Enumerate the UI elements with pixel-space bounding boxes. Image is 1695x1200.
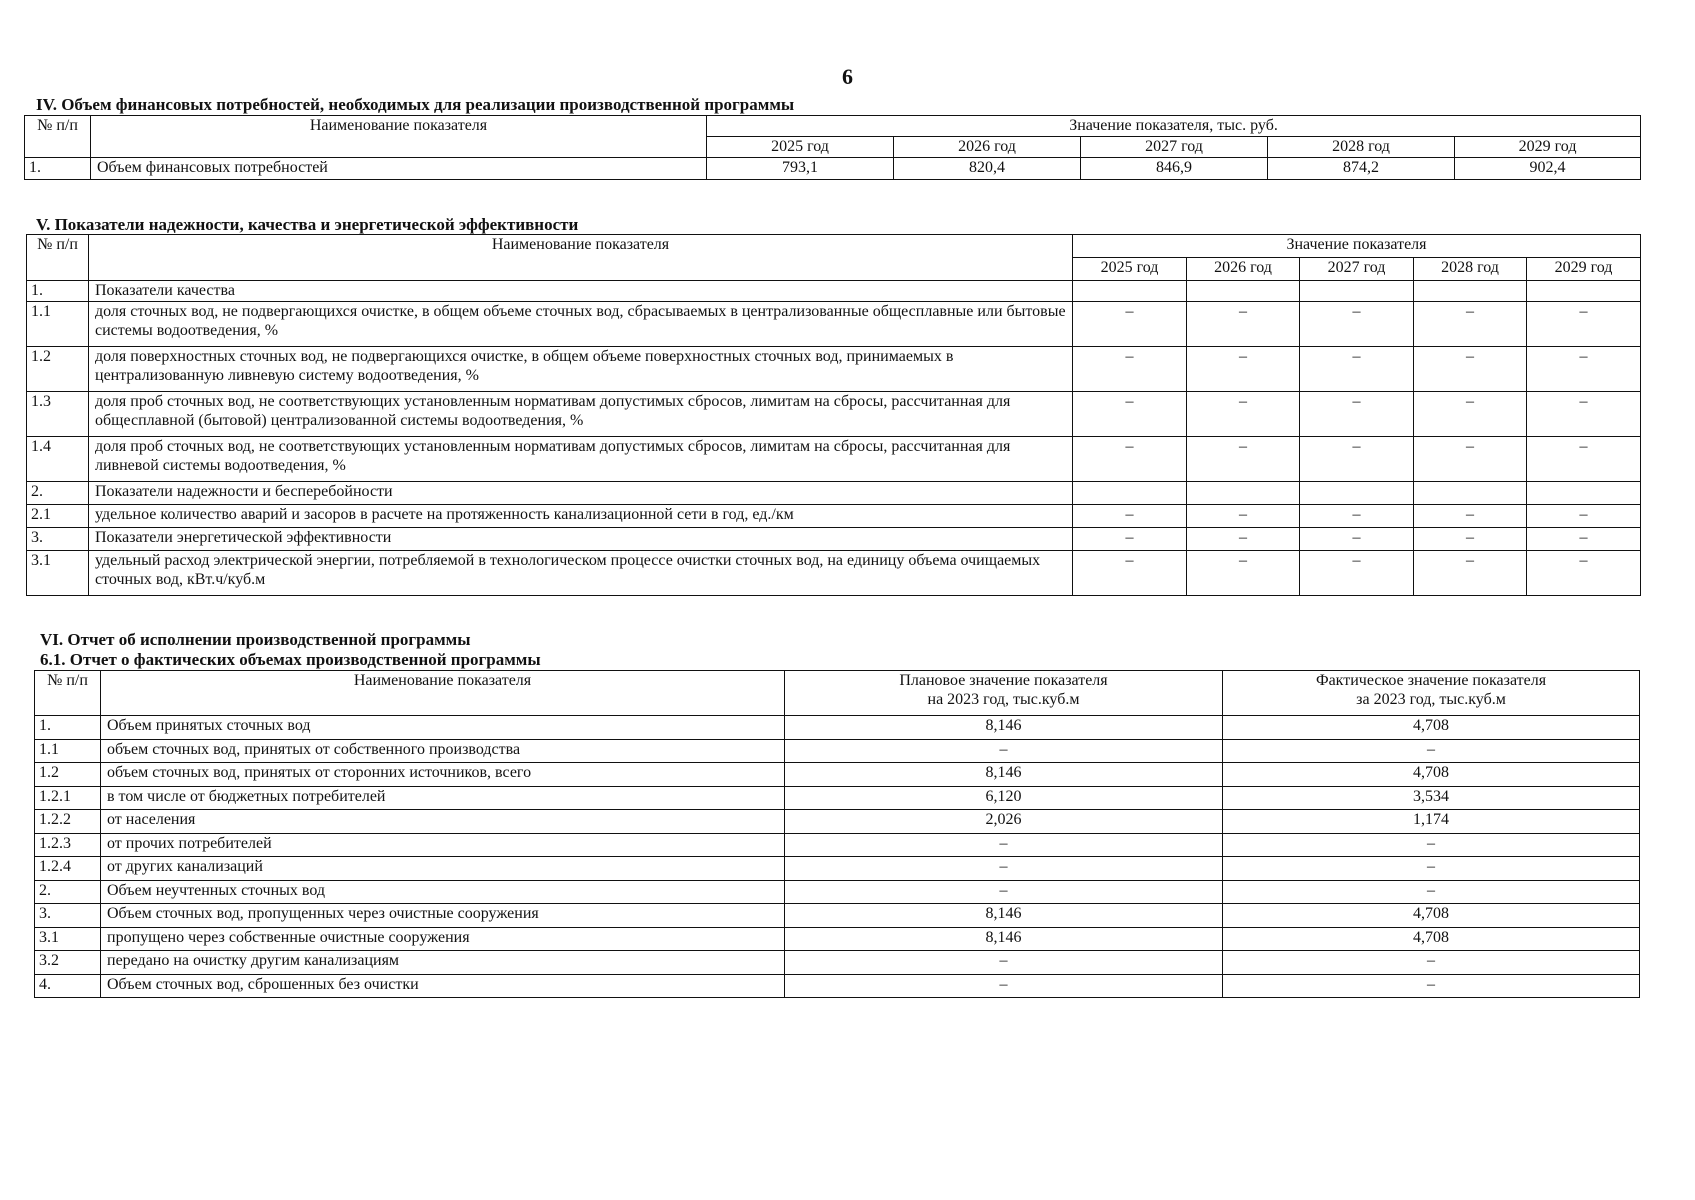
row-value: – bbox=[1414, 437, 1527, 482]
row-value: – bbox=[1300, 528, 1414, 551]
table-row bbox=[25, 158, 1641, 180]
s5-header-values: Значение показателя bbox=[1073, 235, 1641, 258]
s6-header-row bbox=[35, 671, 1640, 716]
row-value bbox=[1527, 482, 1641, 505]
s6-header-plan-line2: на 2023 год, тыс.куб.м bbox=[927, 691, 1080, 708]
row-name: в том числе от бюджетных потребителей bbox=[101, 786, 785, 810]
row-value bbox=[1187, 281, 1300, 302]
s5-year: 2029 год bbox=[1527, 258, 1641, 281]
row-value: 902,4 bbox=[1455, 158, 1641, 180]
row-value: – bbox=[1414, 392, 1527, 437]
table-row bbox=[35, 786, 1640, 810]
section-5-title: V. Показатели надежности, качества и энергетической эффективности bbox=[36, 215, 579, 234]
table-row bbox=[27, 551, 1641, 596]
row-name: Объем финансовых потребностей bbox=[91, 158, 707, 180]
row-value: 820,4 bbox=[894, 158, 1081, 180]
row-value bbox=[1527, 281, 1641, 302]
row-name: от прочих потребителей bbox=[101, 833, 785, 857]
table-row bbox=[35, 974, 1640, 998]
row-value: – bbox=[1414, 302, 1527, 347]
row-name: доля проб сточных вод, не соответствующих установленным нормативам допустимых сбросов, лимитам на сбросы, рассчитанная для ливневой системы водоотведения, % bbox=[89, 437, 1073, 482]
row-value: 874,2 bbox=[1268, 158, 1455, 180]
financial-needs-table bbox=[24, 115, 1641, 180]
row-number: 3. bbox=[27, 528, 89, 551]
row-value: – bbox=[1187, 392, 1300, 437]
row-name: от других канализаций bbox=[101, 857, 785, 881]
table-row bbox=[27, 281, 1641, 302]
table-row bbox=[35, 857, 1640, 881]
row-value: – bbox=[1414, 551, 1527, 596]
row-fact: – bbox=[1223, 974, 1640, 998]
s5-header-name: Наименование показателя bbox=[89, 235, 1073, 281]
row-value: – bbox=[1300, 302, 1414, 347]
s5-header-num: № п/п bbox=[27, 235, 89, 281]
table-row bbox=[35, 904, 1640, 928]
s4-header-name: Наименование показателя bbox=[91, 116, 707, 158]
row-value: – bbox=[1527, 392, 1641, 437]
row-value: – bbox=[1073, 437, 1187, 482]
row-plan: – bbox=[785, 739, 1223, 763]
s6-header-plan-line1: Плановое значение показателя bbox=[899, 672, 1108, 689]
table-row bbox=[35, 833, 1640, 857]
row-value: 846,9 bbox=[1081, 158, 1268, 180]
row-value: – bbox=[1414, 528, 1527, 551]
section-4-title: IV. Объем финансовых потребностей, необходимых для реализации производственной программы bbox=[36, 95, 795, 114]
table-row bbox=[35, 763, 1640, 787]
row-plan: 8,146 bbox=[785, 763, 1223, 787]
row-fact: – bbox=[1223, 857, 1640, 881]
row-number: 1.2 bbox=[35, 763, 101, 787]
row-value bbox=[1073, 482, 1187, 505]
s5-year: 2025 год bbox=[1073, 258, 1187, 281]
table-row bbox=[35, 951, 1640, 975]
row-number: 1.2.1 bbox=[35, 786, 101, 810]
row-number: 1.2.2 bbox=[35, 810, 101, 834]
row-fact: 4,708 bbox=[1223, 904, 1640, 928]
row-number: 1.2 bbox=[27, 347, 89, 392]
s6-header-fact bbox=[1223, 671, 1640, 716]
row-value bbox=[1187, 482, 1300, 505]
row-number: 1.4 bbox=[27, 437, 89, 482]
s4-year: 2028 год bbox=[1268, 137, 1455, 158]
row-number: 2. bbox=[27, 482, 89, 505]
row-number: 3. bbox=[35, 904, 101, 928]
row-value: – bbox=[1073, 528, 1187, 551]
row-number: 1.1 bbox=[35, 739, 101, 763]
s6-header-fact-line1: Фактическое значение показателя bbox=[1315, 672, 1547, 689]
row-value: – bbox=[1414, 505, 1527, 528]
table-row bbox=[27, 302, 1641, 347]
table-row bbox=[35, 810, 1640, 834]
row-value: – bbox=[1527, 437, 1641, 482]
s6-header-name: Наименование показателя bbox=[101, 671, 785, 716]
row-name: доля сточных вод, не подвергающихся очистке, в общем объеме сточных вод, сбрасываемых в централизованные общесплавные или бытовые системы водоотведения, % bbox=[89, 302, 1073, 347]
row-value: – bbox=[1300, 437, 1414, 482]
row-fact: 4,708 bbox=[1223, 763, 1640, 787]
row-number: 1. bbox=[25, 158, 91, 180]
row-name: Объем сточных вод, пропущенных через очистные сооружения bbox=[101, 904, 785, 928]
row-value bbox=[1414, 281, 1527, 302]
row-fact: 1,174 bbox=[1223, 810, 1640, 834]
row-fact: 3,534 bbox=[1223, 786, 1640, 810]
row-value bbox=[1414, 482, 1527, 505]
row-name: от населения bbox=[101, 810, 785, 834]
row-value: – bbox=[1300, 505, 1414, 528]
row-value: – bbox=[1073, 392, 1187, 437]
row-number: 1.3 bbox=[27, 392, 89, 437]
row-plan: – bbox=[785, 974, 1223, 998]
s6-header-num: № п/п bbox=[35, 671, 101, 716]
row-value: – bbox=[1414, 347, 1527, 392]
row-name: Показатели энергетической эффективности bbox=[89, 528, 1073, 551]
row-number: 1.2.4 bbox=[35, 857, 101, 881]
row-value: – bbox=[1300, 392, 1414, 437]
row-value: – bbox=[1300, 347, 1414, 392]
row-value: – bbox=[1187, 551, 1300, 596]
row-value bbox=[1300, 482, 1414, 505]
section-6-title: VI. Отчет об исполнении производственной программы bbox=[40, 630, 471, 649]
row-name: удельный расход электрической энергии, потребляемой в технологическом процессе очистки сточных вод, на единицу объема очищаемых сточных вод, кВт.ч/куб.м bbox=[89, 551, 1073, 596]
row-value: – bbox=[1073, 505, 1187, 528]
row-value: – bbox=[1527, 302, 1641, 347]
row-plan: – bbox=[785, 880, 1223, 904]
row-number: 1. bbox=[27, 281, 89, 302]
quality-indicators-table bbox=[26, 234, 1641, 596]
row-value: – bbox=[1527, 505, 1641, 528]
row-name: объем сточных вод, принятых от сторонних источников, всего bbox=[101, 763, 785, 787]
row-number: 4. bbox=[35, 974, 101, 998]
row-number: 2. bbox=[35, 880, 101, 904]
s4-year: 2029 год bbox=[1455, 137, 1641, 158]
production-report-table bbox=[34, 670, 1640, 998]
row-fact: 4,708 bbox=[1223, 927, 1640, 951]
s4-year: 2027 год bbox=[1081, 137, 1268, 158]
s4-header-num: № п/п bbox=[25, 116, 91, 158]
row-name: Показатели надежности и бесперебойности bbox=[89, 482, 1073, 505]
row-value: – bbox=[1187, 437, 1300, 482]
row-number: 1.1 bbox=[27, 302, 89, 347]
row-name: доля проб сточных вод, не соответствующих установленным нормативам допустимых сбросов, лимитам на сбросы, рассчитанная для общесплавной (бытовой) централизованной системы водоотведения, % bbox=[89, 392, 1073, 437]
row-plan: 8,146 bbox=[785, 716, 1223, 740]
row-value: – bbox=[1527, 528, 1641, 551]
row-fact: – bbox=[1223, 951, 1640, 975]
table-row bbox=[35, 739, 1640, 763]
row-plan: – bbox=[785, 951, 1223, 975]
row-value: – bbox=[1073, 551, 1187, 596]
table-row bbox=[27, 505, 1641, 528]
row-value: – bbox=[1187, 505, 1300, 528]
row-plan: – bbox=[785, 833, 1223, 857]
row-value: – bbox=[1187, 347, 1300, 392]
row-plan: 2,026 bbox=[785, 810, 1223, 834]
row-value: – bbox=[1073, 302, 1187, 347]
row-number: 3.1 bbox=[27, 551, 89, 596]
table-row bbox=[27, 392, 1641, 437]
row-name: объем сточных вод, принятых от собственного производства bbox=[101, 739, 785, 763]
row-name: Показатели качества bbox=[89, 281, 1073, 302]
row-plan: – bbox=[785, 857, 1223, 881]
row-name: доля поверхностных сточных вод, не подвергающихся очистке, в общем объеме поверхностных сточных вод, принимаемых в централизованную ливневую систему водоотведения, % bbox=[89, 347, 1073, 392]
s6-header-fact-line2: за 2023 год, тыс.куб.м bbox=[1356, 691, 1506, 708]
row-value bbox=[1300, 281, 1414, 302]
row-value: – bbox=[1187, 302, 1300, 347]
row-number: 1. bbox=[35, 716, 101, 740]
row-value: – bbox=[1300, 551, 1414, 596]
row-value: – bbox=[1187, 528, 1300, 551]
page-number: 6 bbox=[842, 64, 853, 89]
row-name: удельное количество аварий и засоров в расчете на протяженность канализационной сети в год, ед./км bbox=[89, 505, 1073, 528]
row-plan: 8,146 bbox=[785, 927, 1223, 951]
table-row bbox=[35, 716, 1640, 740]
row-value bbox=[1073, 281, 1187, 302]
table-row bbox=[35, 927, 1640, 951]
row-fact: – bbox=[1223, 833, 1640, 857]
s4-year: 2025 год bbox=[707, 137, 894, 158]
s6-header-plan bbox=[785, 671, 1223, 716]
row-value: – bbox=[1527, 347, 1641, 392]
row-name: передано на очистку другим канализациям bbox=[101, 951, 785, 975]
table-row bbox=[27, 347, 1641, 392]
table-row bbox=[27, 528, 1641, 551]
s4-header-values: Значение показателя, тыс. руб. bbox=[707, 116, 1641, 137]
row-fact: – bbox=[1223, 739, 1640, 763]
row-value: 793,1 bbox=[707, 158, 894, 180]
row-name: пропущено через собственные очистные сооружения bbox=[101, 927, 785, 951]
row-value: – bbox=[1527, 551, 1641, 596]
s5-year: 2028 год bbox=[1414, 258, 1527, 281]
table-row bbox=[27, 437, 1641, 482]
row-number: 3.2 bbox=[35, 951, 101, 975]
s4-year: 2026 год bbox=[894, 137, 1081, 158]
row-name: Объем неучтенных сточных вод bbox=[101, 880, 785, 904]
row-fact: 4,708 bbox=[1223, 716, 1640, 740]
row-plan: 6,120 bbox=[785, 786, 1223, 810]
table-row bbox=[35, 880, 1640, 904]
row-value: – bbox=[1073, 347, 1187, 392]
table-row bbox=[27, 482, 1641, 505]
row-number: 2.1 bbox=[27, 505, 89, 528]
s5-year: 2026 год bbox=[1187, 258, 1300, 281]
row-name: Объем сточных вод, сброшенных без очистки bbox=[101, 974, 785, 998]
row-fact: – bbox=[1223, 880, 1640, 904]
section-6-subtitle: 6.1. Отчет о фактических объемах производственной программы bbox=[40, 650, 541, 669]
row-number: 1.2.3 bbox=[35, 833, 101, 857]
row-number: 3.1 bbox=[35, 927, 101, 951]
s5-year: 2027 год bbox=[1300, 258, 1414, 281]
row-name: Объем принятых сточных вод bbox=[101, 716, 785, 740]
row-plan: 8,146 bbox=[785, 904, 1223, 928]
